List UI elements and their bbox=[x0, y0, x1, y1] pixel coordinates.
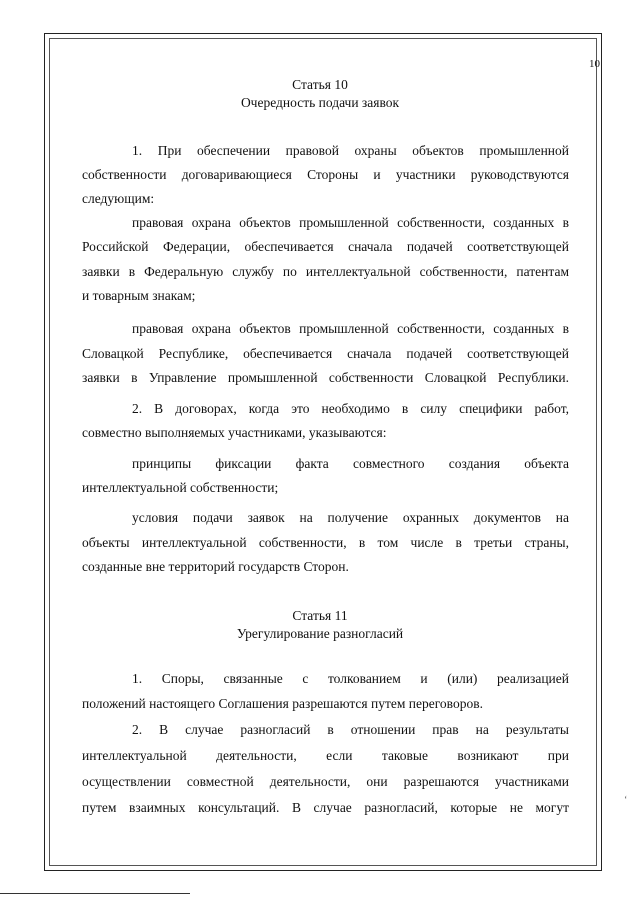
article-11-subtitle: Урегулирование разногласий bbox=[236, 626, 404, 641]
text-line: заявки в Управление промышленной собственности Словацкой Республики. bbox=[82, 370, 569, 385]
text-line: Российской Федерации, обеспечивается сначала подачей соответствующей bbox=[82, 239, 569, 254]
text-line: созданные вне территорий государств Сторон. bbox=[82, 559, 349, 574]
text-line: интеллектуальной собственности; bbox=[82, 480, 279, 495]
text-line: совместно выполняемых участниками, указываются: bbox=[82, 425, 387, 440]
article-10-title: Статья 10 bbox=[292, 77, 348, 92]
text-line: и товарным знакам; bbox=[82, 288, 196, 303]
text-line: 1. Споры, связанные с толкованием и (или) реализацией bbox=[132, 671, 569, 686]
text-line: положений настоящего Соглашения разрешаются путем переговоров. bbox=[82, 696, 483, 711]
text-line: интеллектуальной деятельности, если таковые возникают при bbox=[82, 748, 569, 763]
text-line: заявки в Федеральную службу по интеллектуальной собственности, патентам bbox=[82, 264, 569, 279]
scan-artifact-mark: ‘ bbox=[624, 795, 628, 806]
text-line: правовая охрана объектов промышленной собственности, созданных в bbox=[132, 321, 569, 336]
text-line: 1. При обеспечении правовой охраны объектов промышленной bbox=[132, 143, 569, 158]
text-line: принципы фиксации факта совместного создания объекта bbox=[132, 456, 569, 471]
article-10-subtitle: Очередность подачи заявок bbox=[240, 95, 400, 110]
text-line: путем взаимных консультаций. В случае разногласий, которые не могут bbox=[82, 800, 569, 815]
bottom-rule bbox=[0, 893, 190, 894]
text-line: 2. В случае разногласий в отношении прав на результаты bbox=[132, 722, 569, 737]
text-line: правовая охрана объектов промышленной собственности, созданных в bbox=[132, 215, 569, 230]
page-number: 10 bbox=[589, 58, 600, 70]
text-line: Словацкой Республике, обеспечивается сначала подачей соответствующей bbox=[82, 346, 569, 361]
text-line: объекты интеллектуальной собственности, в том числе в третьи страны, bbox=[82, 535, 569, 550]
text-line: осуществлении совместной деятельности, они разрешаются участниками bbox=[82, 774, 569, 789]
text-line: следующим: bbox=[82, 191, 155, 206]
page-border-inner bbox=[49, 38, 597, 866]
article-11-title: Статья 11 bbox=[292, 608, 348, 623]
text-line: 2. В договорах, когда это необходимо в силу специфики работ, bbox=[132, 401, 569, 416]
text-line: условия подачи заявок на получение охранных документов на bbox=[132, 510, 569, 525]
text-line: собственности договаривающиеся Стороны и участники руководствуются bbox=[82, 167, 569, 182]
